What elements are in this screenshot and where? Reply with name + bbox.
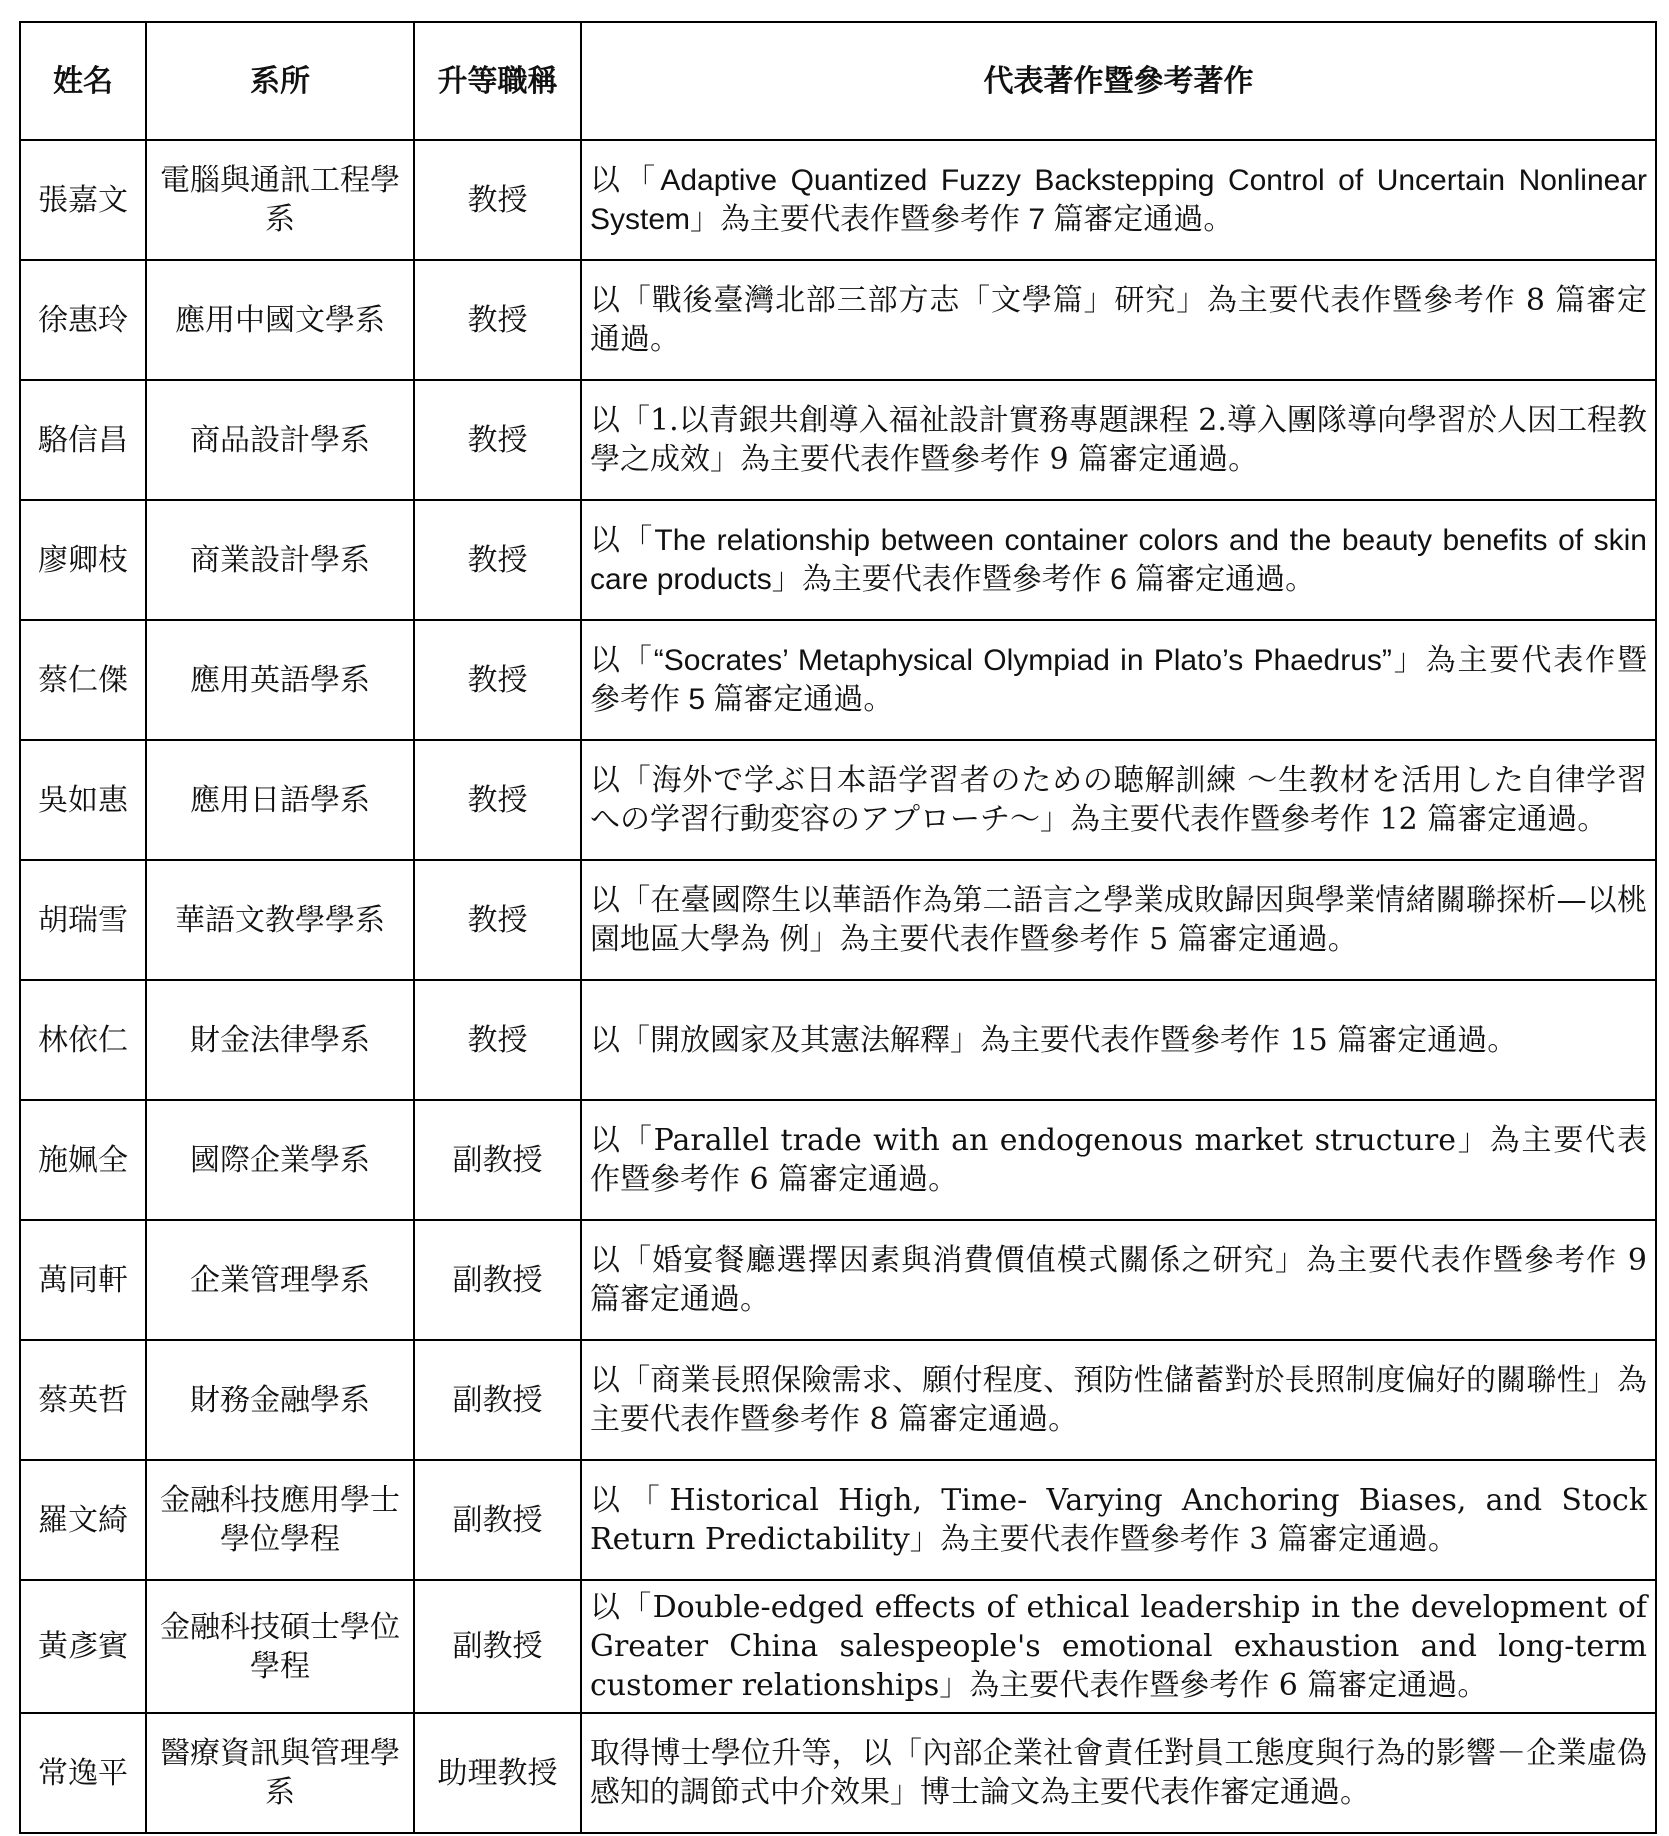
cell-department: 金融科技應用學士學位學程 (146, 1460, 414, 1580)
cell-works: 以「婚宴餐廳選擇因素與消費價值模式關係之研究」為主要代表作暨參考作 9 篇審定通過。 (581, 1220, 1656, 1340)
cell-department: 應用中國文學系 (146, 260, 414, 380)
cell-department: 應用日語學系 (146, 740, 414, 860)
table-row (20, 500, 1656, 620)
cell-name: 胡瑞雪 (20, 860, 146, 980)
cell-rank: 教授 (414, 980, 581, 1100)
cell-rank: 教授 (414, 620, 581, 740)
cell-department: 商品設計學系 (146, 380, 414, 500)
table-row (20, 620, 1656, 740)
cell-rank: 教授 (414, 500, 581, 620)
cell-works: 以「在臺國際生以華語作為第二語言之學業成敗歸因與學業情緒關聯探析—以桃園地區大學為 例」為主要代表作暨參考作 5 篇審定通過。 (581, 860, 1656, 980)
cell-department: 電腦與通訊工程學系 (146, 140, 414, 260)
cell-name: 徐惠玲 (20, 260, 146, 380)
table-row (20, 980, 1656, 1100)
cell-rank: 教授 (414, 740, 581, 860)
cell-name: 常逸平 (20, 1713, 146, 1833)
cell-department: 財務金融學系 (146, 1340, 414, 1460)
table-row (20, 1580, 1656, 1713)
cell-name: 羅文綺 (20, 1460, 146, 1580)
cell-works: 以「Double-edged effects of ethical leadership in the development of Greater China salespeople's emotional exhaustion and long-term customer relationships」為主要代表作暨參考作 6 篇審定通過。 (581, 1580, 1656, 1713)
cell-name: 林依仁 (20, 980, 146, 1100)
cell-department: 商業設計學系 (146, 500, 414, 620)
cell-rank: 教授 (414, 260, 581, 380)
table-row (20, 260, 1656, 380)
cell-works: 以「1.以青銀共創導入福祉設計實務專題課程 2.導入團隊導向學習於人因工程教學之成效」為主要代表作暨參考作 9 篇審定通過。 (581, 380, 1656, 500)
cell-name: 萬同軒 (20, 1220, 146, 1340)
table-row (20, 140, 1656, 260)
header-rank: 升等職稱 (414, 22, 581, 140)
header-works: 代表著作暨參考著作 (581, 22, 1656, 140)
promotion-table-sheet (19, 21, 1655, 1834)
table-header-row (20, 22, 1656, 140)
cell-department: 企業管理學系 (146, 1220, 414, 1340)
cell-works: 以「開放國家及其憲法解釋」為主要代表作暨參考作 15 篇審定通過。 (581, 980, 1656, 1100)
cell-name: 蔡仁傑 (20, 620, 146, 740)
table-row (20, 380, 1656, 500)
cell-rank: 教授 (414, 380, 581, 500)
cell-rank: 副教授 (414, 1220, 581, 1340)
cell-works: 取得博士學位升等，以「內部企業社會責任對員工態度與行為的影響－企業虛偽感知的調節式中介效果」博士論文為主要代表作審定通過。 (581, 1713, 1656, 1833)
table-row (20, 1100, 1656, 1220)
header-name: 姓名 (20, 22, 146, 140)
cell-rank: 副教授 (414, 1460, 581, 1580)
cell-name: 蔡英哲 (20, 1340, 146, 1460)
cell-rank: 副教授 (414, 1580, 581, 1713)
cell-department: 金融科技碩士學位學程 (146, 1580, 414, 1713)
table-row (20, 740, 1656, 860)
cell-works: 以「商業長照保險需求、願付程度、預防性儲蓄對於長照制度偏好的關聯性」為主要代表作暨參考作 8 篇審定通過。 (581, 1340, 1656, 1460)
table-row (20, 1713, 1656, 1833)
cell-works: 以「戰後臺灣北部三部方志「文學篇」研究」為主要代表作暨參考作 8 篇審定通過。 (581, 260, 1656, 380)
cell-name: 吳如惠 (20, 740, 146, 860)
table-row (20, 860, 1656, 980)
cell-works: 以「“Socrates’ Metaphysical Olympiad in Plato’s Phaedrus”」為主要代表作暨參考作 5 篇審定通過。 (581, 620, 1656, 740)
cell-department: 華語文教學學系 (146, 860, 414, 980)
header-department: 系所 (146, 22, 414, 140)
cell-name: 施姵全 (20, 1100, 146, 1220)
cell-department: 國際企業學系 (146, 1100, 414, 1220)
cell-name: 張嘉文 (20, 140, 146, 260)
cell-name: 駱信昌 (20, 380, 146, 500)
cell-department: 醫療資訊與管理學系 (146, 1713, 414, 1833)
table-row (20, 1460, 1656, 1580)
cell-works: 以「The relationship between container colors and the beauty benefits of skin care products」為主要代表作暨參考作 6 篇審定通過。 (581, 500, 1656, 620)
cell-department: 應用英語學系 (146, 620, 414, 740)
cell-name: 廖卿枝 (20, 500, 146, 620)
table-row (20, 1220, 1656, 1340)
cell-rank: 助理教授 (414, 1713, 581, 1833)
cell-rank: 副教授 (414, 1100, 581, 1220)
cell-works: 以「Adaptive Quantized Fuzzy Backstepping Control of Uncertain Nonlinear System」為主要代表作暨參考作 7 篇審定通過。 (581, 140, 1656, 260)
cell-rank: 教授 (414, 140, 581, 260)
table-row (20, 1340, 1656, 1460)
cell-name: 黃彥賓 (20, 1580, 146, 1713)
cell-department: 財金法律學系 (146, 980, 414, 1100)
cell-works: 以「Parallel trade with an endogenous market structure」為主要代表作暨參考作 6 篇審定通過。 (581, 1100, 1656, 1220)
cell-works: 以「海外で学ぶ日本語学習者のための聴解訓練 ～生教材を活用した自律学習への学習行動変容のアプローチ～」為主要代表作暨參考作 12 篇審定通過。 (581, 740, 1656, 860)
cell-rank: 教授 (414, 860, 581, 980)
promotion-table (19, 21, 1657, 1834)
cell-works: 以「Historical High, Time- Varying Anchoring Biases, and Stock Return Predictability」為主要代表作暨參考作 3 篇審定通過。 (581, 1460, 1656, 1580)
cell-rank: 副教授 (414, 1340, 581, 1460)
